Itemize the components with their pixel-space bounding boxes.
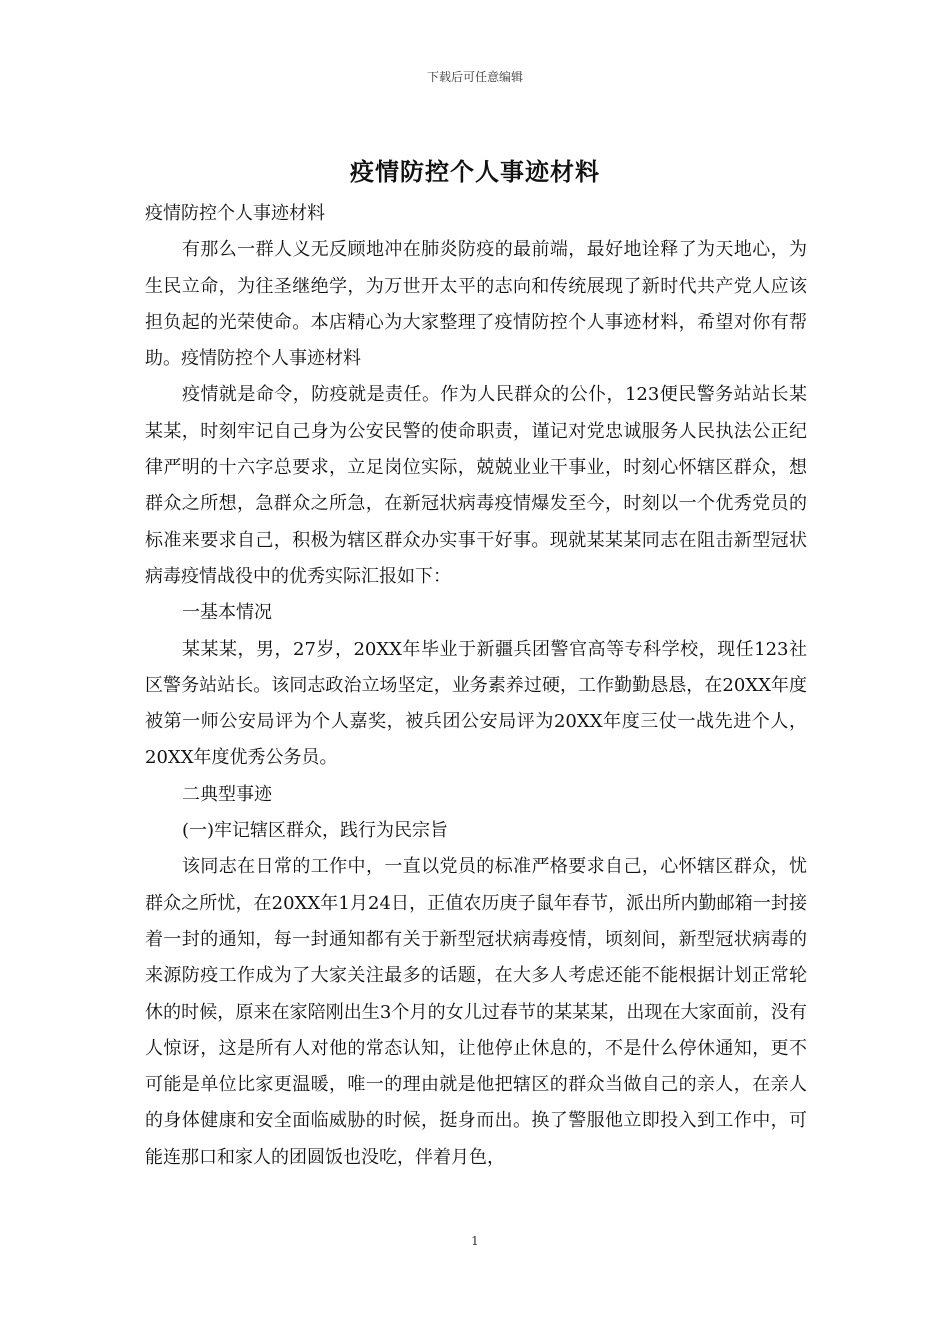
section-heading-deeds: 二典型事迹: [182, 783, 272, 805]
paragraph-deeds: 该同志在日常的工作中，一直以党员的标准严格要求自己，心怀辖区群众，忧群众之所忧，在20XX年1月24日，正值农历庚子鼠年春节，派出所内勤邮箱一封接着一封的通知，每一封通知都有关于新型冠状病毒疫情，顷刻间，新型冠状病毒的来源防疫工作成为了大家关注最多的话题，在大多人考虑还能不能根据计划正常轮休的时候，原来在家陪刚出生3个月的女儿过春节的某某某，出现在大家面前，没有人惊讶，这是所有人对他的常态认知，让他停止休息的，不是什么停休通知，更不可能是单位比家更温暖，唯一的理由就是他把辖区的群众当做自己的亲人，在亲人的身体健康和安全面临威胁的时候，挺身而出。换了警服他立即投入到工作中，可能连那口和家人的团圆饭也没吃，伴着月色，: [145, 856, 807, 1168]
page-number: 1: [471, 1234, 479, 1248]
document-body: [145, 196, 807, 1176]
header-note: 下载后可任意编辑: [426, 70, 523, 84]
paragraph-overview: 疫情就是命令，防疫就是责任。作为人民群众的公仆，123便民警务站站长某某某，时刻牢记自己身为公安民警的使命职责，谨记对党忠诚服务人民执法公正纪律严明的十六字总要求，立足岗位实际，兢兢业业干事业，时刻心怀辖区群众，想群众之所想，急群众之所急，在新冠状病毒疫情爆发至今，时刻以一个优秀党员的标准来要求自己，积极为辖区群众办实事干好事。现就某某某同志在阻击新型冠状病毒疫情战役中的优秀实际汇报如下：: [145, 384, 807, 587]
paragraph-basic-info: 某某某，男，27岁，20XX年毕业于新疆兵团警官高等专科学校，现任123社区警务站站长。该同志政治立场坚定，业务素养过硬，工作勤勤恳恳，在20XX年度被第一师公安局评为个人嘉奖，被兵团公安局评为20XX年度三仗一战先进个人，20XX年度优秀公务员。: [145, 638, 807, 769]
page-title: 疫情防控个人事迹材料: [350, 157, 600, 186]
paragraph-intro: 有那么一群人义无反顾地冲在肺炎防疫的最前端，最好地诠释了为天地心，为生民立命，为往圣继绝学，为万世开太平的志向和传统展现了新时代共产党人应该担负起的光荣使命。本店精心为大家整理了疫情防控个人事迹材料，希望对你有帮助。疫情防控个人事迹材料: [145, 239, 807, 370]
paragraph-subtitle: 疫情防控个人事迹材料: [145, 203, 325, 224]
subsection-heading-1: (一)牢记辖区群众，践行为民宗旨: [182, 820, 449, 842]
section-heading-basic-info: 一基本情况: [182, 602, 272, 624]
